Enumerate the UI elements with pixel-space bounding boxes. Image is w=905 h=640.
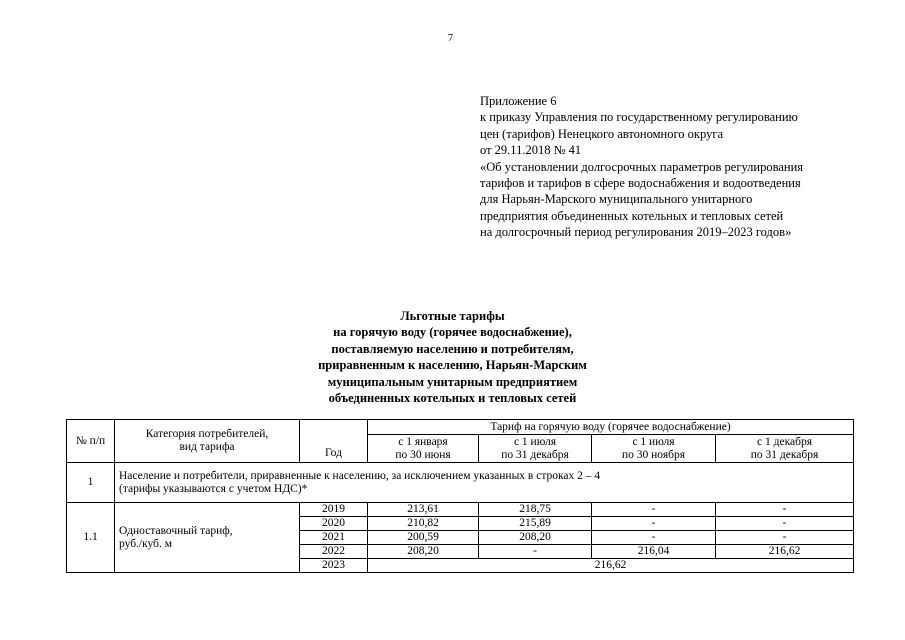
appendix-line: тарифов и тарифов в сфере водоснабжения и водоотведения [480, 176, 801, 191]
subsection-category [115, 503, 300, 573]
period-line: по 30 ноября [621, 448, 686, 461]
value-cell: 210,82 [368, 517, 479, 531]
header-tariff-group: Тариф на горячую воду (горячее водоснабжение) [368, 420, 854, 435]
header-category [115, 420, 300, 463]
section-text-line: (тарифы указываются с учетом НДС)* [119, 482, 308, 495]
tariff-table [66, 419, 854, 573]
appendix-line: цен (тарифов) Ненецкого автономного округа [480, 126, 723, 141]
title-line: поставляемую населению и потребителям, [331, 341, 574, 356]
year-cell: 2023 [300, 559, 368, 573]
period-line: с 1 декабря [757, 435, 812, 448]
value-cell: 208,20 [368, 545, 479, 559]
appendix-line: от 29.11.2018 № 41 [480, 143, 582, 158]
title-line: приравненным к населению, Нарьян-Марским [318, 358, 587, 373]
value-cell: - [592, 503, 716, 517]
header-period [716, 435, 854, 463]
subsection-num: 1.1 [67, 503, 115, 573]
period-line: с 1 июля [632, 435, 675, 448]
period-line: по 30 июня [395, 448, 451, 461]
page-number: 7 [448, 33, 453, 44]
section-text [115, 463, 854, 503]
header-period [368, 435, 479, 463]
title-line: на горячую воду (горячее водоснабжение), [333, 325, 572, 340]
header-category-line: вид тарифа [179, 441, 235, 453]
value-cell: 213,61 [368, 503, 479, 517]
appendix-line: предприятия объединенных котельных и тепловых сетей [480, 208, 784, 223]
year-cell: 2020 [300, 517, 368, 531]
value-cell: - [592, 517, 716, 531]
header-period [479, 435, 592, 463]
value-cell: 200,59 [368, 531, 479, 545]
value-cell: - [716, 503, 854, 517]
header-category-line: Категория потребителей, [145, 428, 269, 440]
table-row [67, 503, 854, 517]
appendix-line: на долгосрочный период регулирования 2019–2023 годов» [480, 225, 792, 240]
period-line: по 31 декабря [501, 448, 569, 461]
appendix-line: «Об установлении долгосрочных параметров регулирования [480, 159, 804, 174]
header-period [592, 435, 716, 463]
value-cell: 208,20 [479, 531, 592, 545]
title-line: объединенных котельных и тепловых сетей [328, 391, 577, 406]
section-num: 1 [67, 463, 115, 503]
merged-value-cell: 216,62 [368, 559, 854, 573]
value-cell: 216,04 [592, 545, 716, 559]
category-line: Одноставочный тариф, [119, 524, 233, 537]
appendix-line: для Нарьян-Марского муниципального унитарного [480, 192, 753, 207]
year-cell: 2022 [300, 545, 368, 559]
appendix-line: к приказу Управления по государственному регулированию [480, 110, 798, 125]
year-cell: 2021 [300, 531, 368, 545]
title-line: Льготные тарифы [400, 309, 505, 323]
value-cell: 216,62 [716, 545, 854, 559]
header-year: Год [300, 420, 368, 463]
value-cell: - [592, 531, 716, 545]
period-line: по 31 декабря [750, 448, 819, 461]
header-num: № п/п [67, 420, 115, 463]
title-line: муниципальным унитарным предприятием [327, 374, 578, 389]
category-line: руб./куб. м [119, 537, 173, 550]
year-cell: 2019 [300, 503, 368, 517]
value-cell: - [479, 545, 592, 559]
appendix-block [480, 93, 803, 241]
value-cell: - [716, 517, 854, 531]
value-cell: 215,89 [479, 517, 592, 531]
period-line: с 1 июля [513, 435, 557, 448]
section-text-line: Население и потребители, приравненные к населению, за исключением указанных в строках 2 – 4 [119, 469, 601, 482]
value-cell: 218,75 [479, 503, 592, 517]
section-row [67, 463, 854, 503]
document-title [0, 308, 905, 406]
appendix-line: Приложение 6 [480, 94, 557, 108]
value-cell: - [716, 531, 854, 545]
header-row [67, 420, 854, 435]
period-line: с 1 января [398, 435, 448, 448]
